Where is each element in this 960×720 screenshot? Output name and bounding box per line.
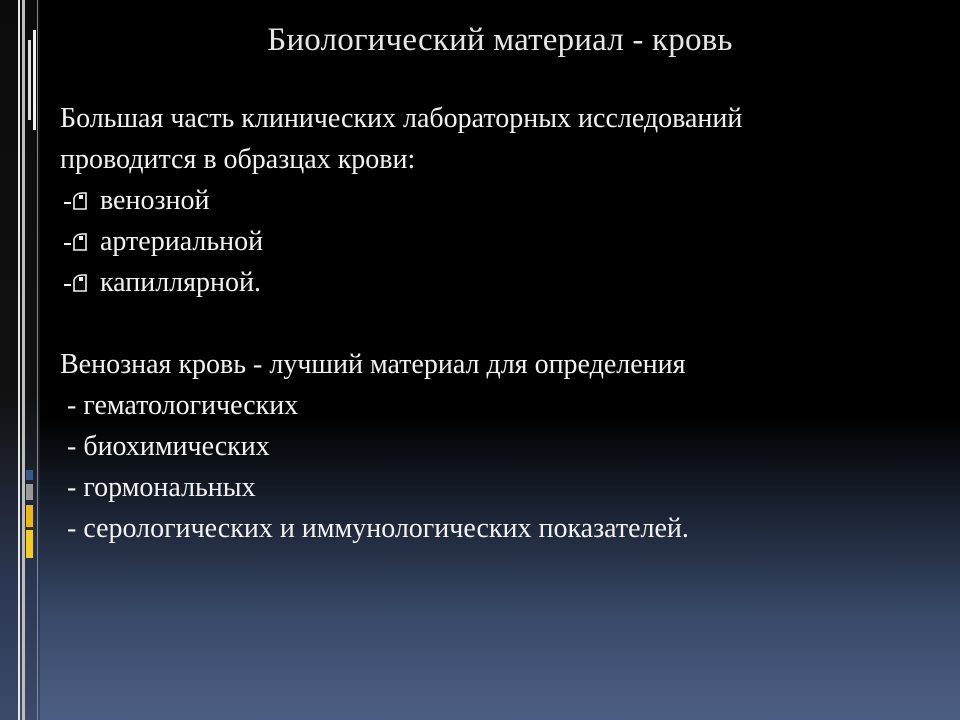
sample-type-label: артериальной [100,226,264,257]
decorative-stripe [37,0,38,720]
decorative-stripe [33,30,36,130]
venous-item: - серологических и иммунологических показателей. [67,513,689,544]
list-item [60,221,940,262]
intro-line: Большая часть клинических лабораторных исследований [60,103,743,134]
accent-marker-yellow [26,530,33,558]
bullet-icon [60,189,100,213]
venous-item: - биохимических [67,431,270,462]
sample-type-label: капиллярной. [100,267,261,298]
accent-marker-blue [26,470,33,480]
venous-heading: Венозная кровь - лучший материал для определения [60,349,686,380]
bullet-icon [60,271,100,295]
list-item [60,262,940,303]
accent-marker-yellow [26,505,33,527]
slide-title: Биологический материал - кровь [267,22,733,58]
intro-line: проводится в образцах крови: [60,144,416,175]
decorative-stripe [28,40,31,120]
slide-body [60,98,940,549]
decorative-stripe [18,0,20,720]
venous-item: - гормональных [67,472,256,503]
accent-marker-gray [26,484,33,500]
decorative-stripe [22,0,25,720]
sample-type-label: венозной [100,185,210,216]
bullet-icon [60,230,100,254]
venous-item: - гематологических [67,390,299,421]
list-item [60,180,940,221]
spacer [60,303,940,344]
